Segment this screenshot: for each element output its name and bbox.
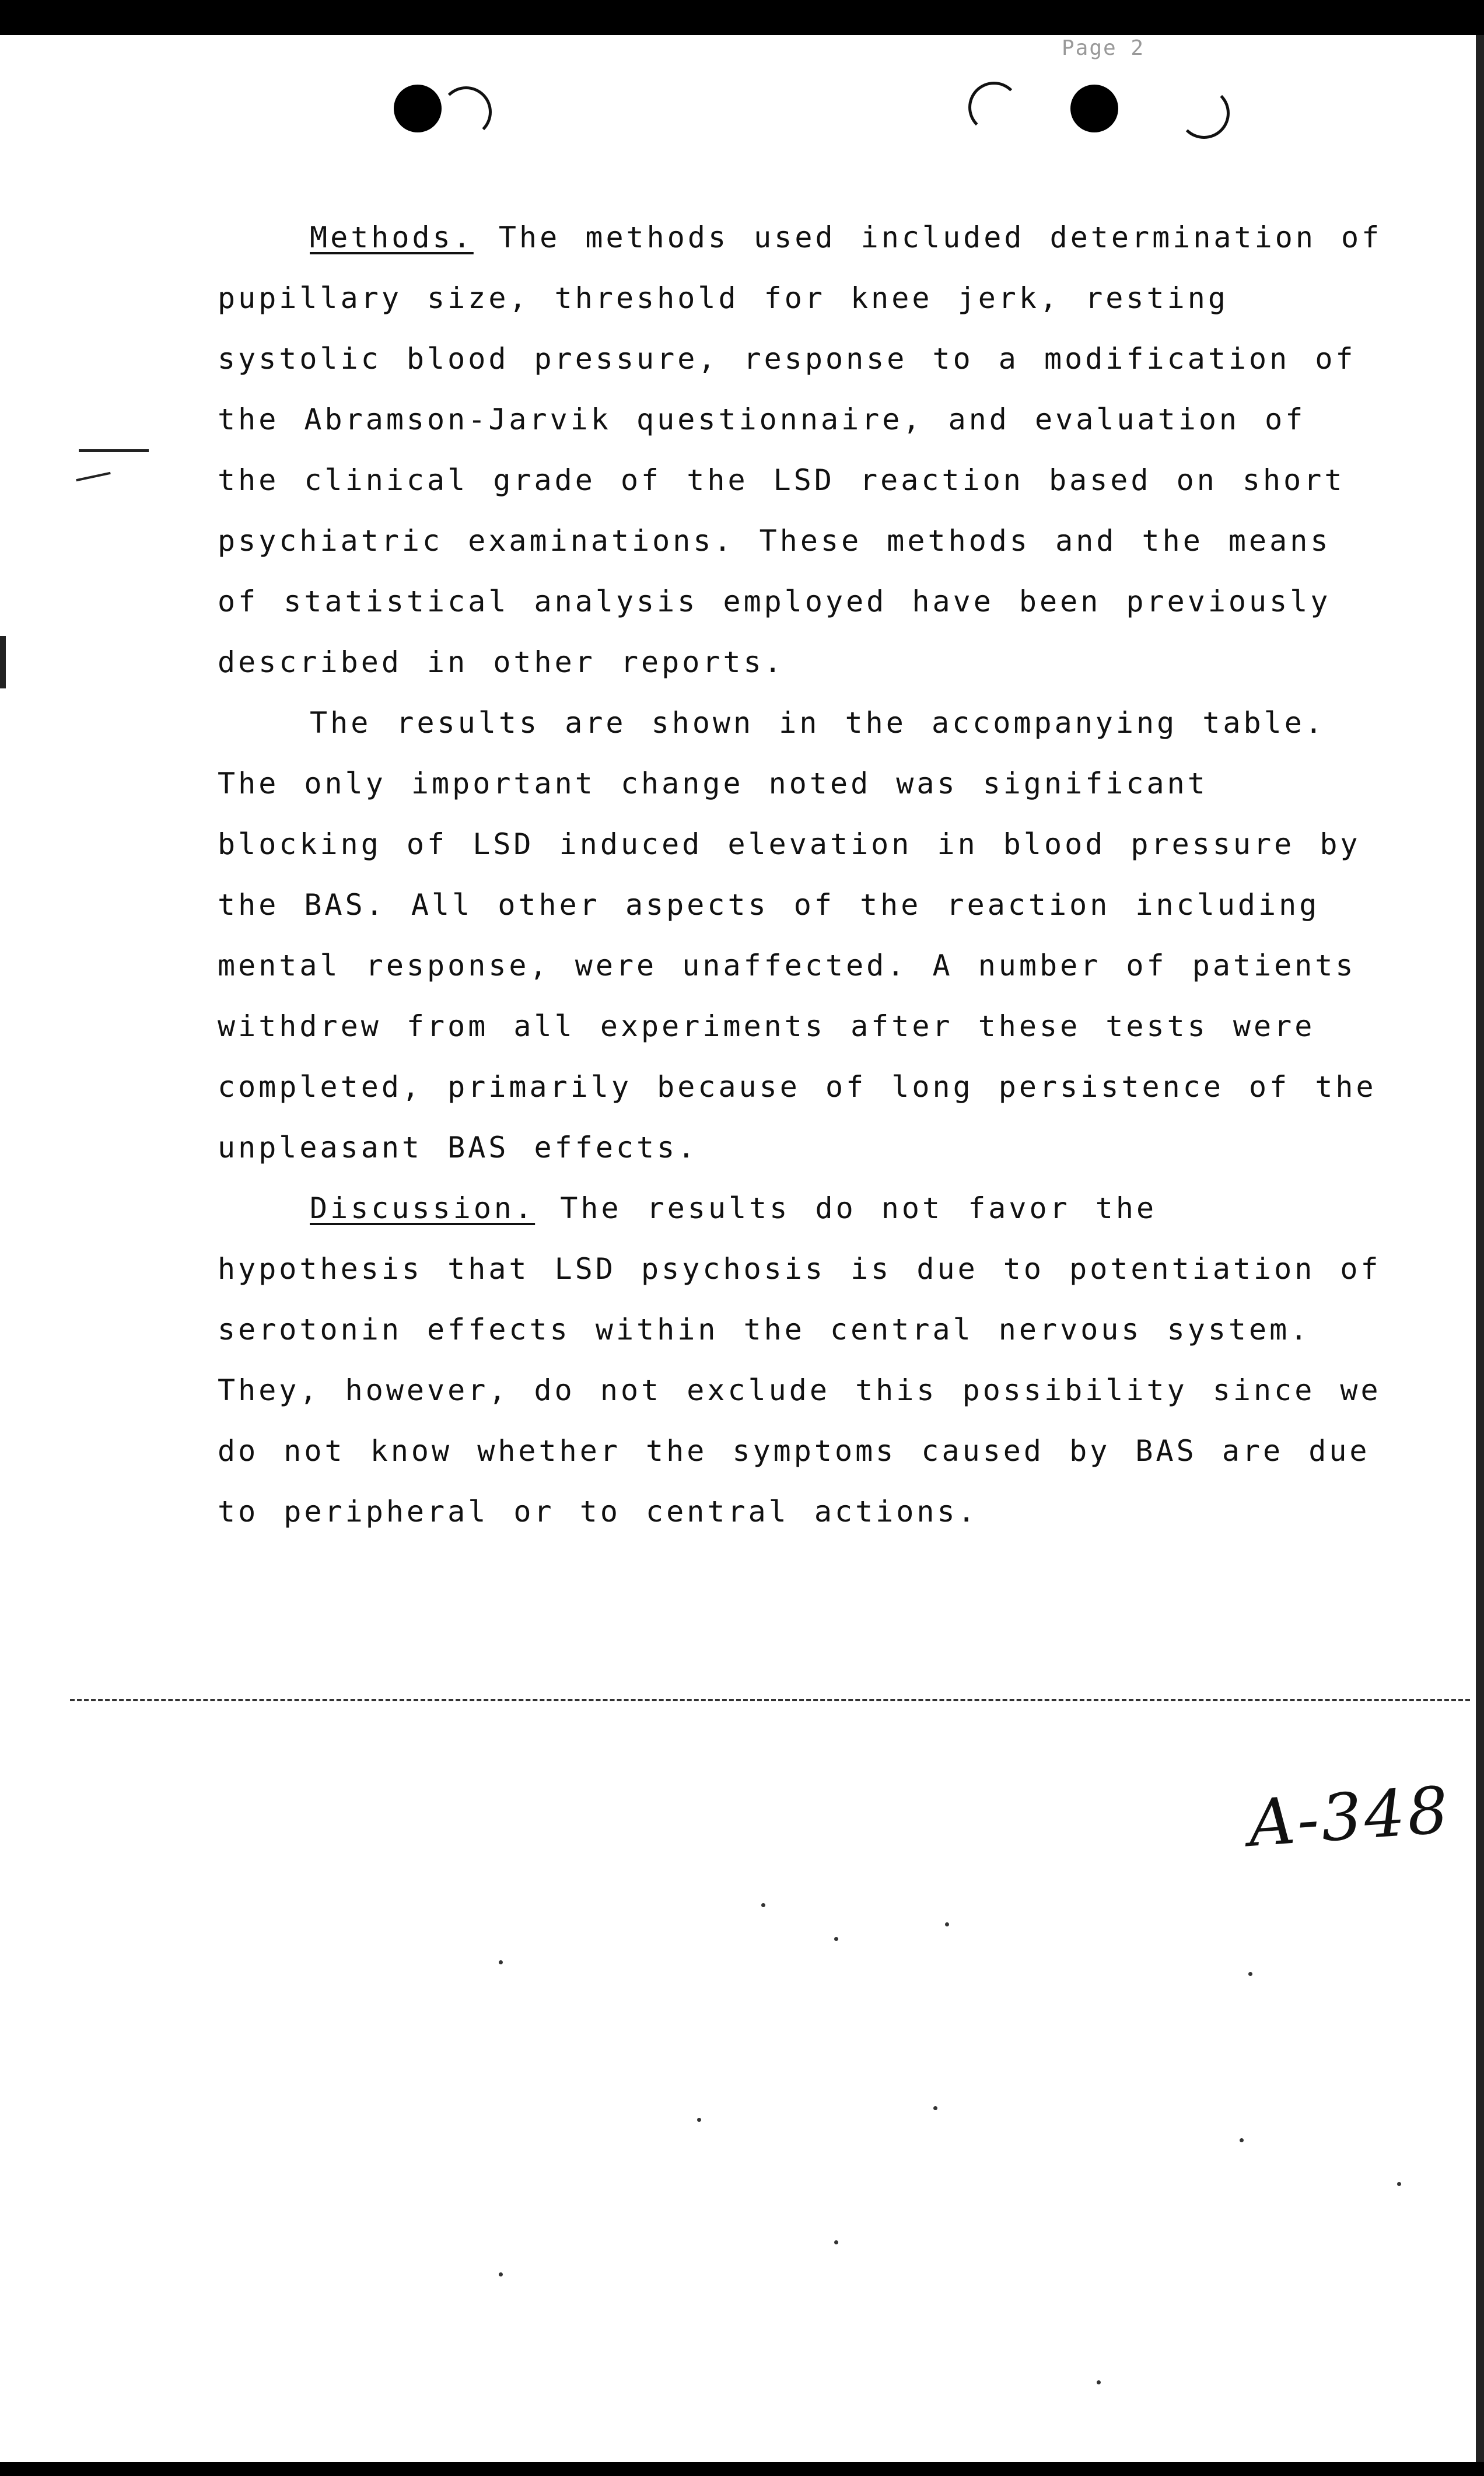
scan-speck bbox=[1248, 1972, 1252, 1976]
scan-speck bbox=[1097, 2380, 1101, 2384]
scan-right-border bbox=[1476, 35, 1484, 2462]
discussion-heading: Discussion. bbox=[310, 1191, 536, 1225]
results-paragraph bbox=[218, 693, 1384, 1178]
results-text: The results are shown in the accompanying table. The only important change noted was significant blocking of LSD induced elevation in blood pressure by the BAS. All other aspects of the reaction including mental response, were unaffected. A number of patients withdrew from all experiments after these tests were completed, primarily because of long persistence of the unpleasant BAS effects. bbox=[218, 706, 1377, 1164]
scan-speck bbox=[499, 2272, 503, 2276]
methods-text: The methods used included determination of pupillary size, threshold for knee jerk, resting systolic blood pressure, response to a modification of the Abramson-Jarvik questionnaire, and evaluation of the clinical grade of the LSD reaction based on short psychiatric examinations. These methods and the means of statistical analysis employed have been previously described in other reports. bbox=[218, 221, 1382, 679]
scan-bottom-border bbox=[0, 2462, 1484, 2476]
margin-mark bbox=[0, 636, 6, 688]
discussion-text: The results do not favor the hypothesis that LSD psychosis is due to potentiation of serotonin effects within the central nervous system. They, however, do not exclude this possibility since we do not know whether the symptoms caused by BAS are due to peripheral or to central actions. bbox=[218, 1191, 1381, 1529]
binder-hole-left bbox=[394, 85, 442, 132]
margin-mark bbox=[79, 449, 149, 452]
binder-hole-right bbox=[1070, 85, 1118, 132]
document-body bbox=[218, 207, 1384, 1542]
binder-hole-left-outline bbox=[440, 86, 492, 138]
scan-speck bbox=[933, 2106, 937, 2110]
binder-hole-right-outline bbox=[968, 82, 1020, 133]
scan-speck bbox=[1240, 2138, 1244, 2142]
methods-paragraph bbox=[218, 207, 1384, 693]
methods-heading: Methods. bbox=[310, 221, 474, 254]
scan-speck bbox=[834, 2240, 838, 2244]
dashed-divider bbox=[70, 1699, 1470, 1701]
scan-speck bbox=[834, 1937, 838, 1941]
handwritten-document-number: A-348 bbox=[1245, 1772, 1453, 1861]
binder-hole-right-outline-2 bbox=[1178, 88, 1230, 139]
scan-speck bbox=[1397, 2182, 1401, 2186]
scan-speck bbox=[697, 2118, 701, 2122]
scan-speck bbox=[499, 1960, 503, 1964]
scan-speck bbox=[945, 1922, 949, 1926]
scan-speck bbox=[761, 1903, 765, 1907]
margin-mark bbox=[76, 472, 111, 481]
page-number: Page 2 bbox=[1062, 36, 1145, 60]
discussion-paragraph bbox=[218, 1178, 1384, 1542]
scan-top-border bbox=[0, 0, 1484, 35]
